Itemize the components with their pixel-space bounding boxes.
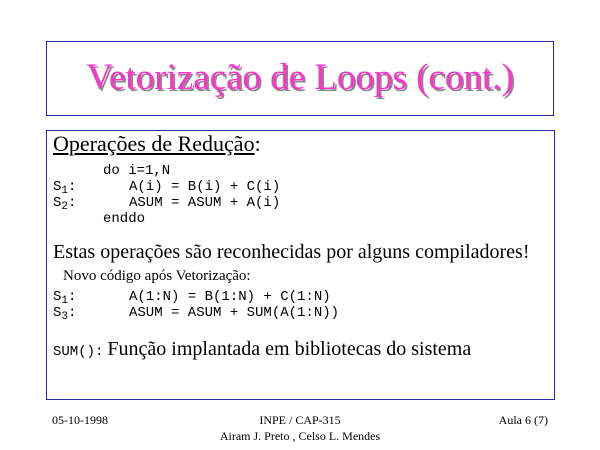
- loop2-s3-label: [53, 305, 76, 321]
- statement-text: Estas operações são reconhecidas por alguns compiladores!: [53, 241, 530, 263]
- loop1-s1-code: A(i) = B(i) + C(i): [129, 179, 281, 195]
- sum-description: Função implantada em bibliotecas do sistema: [107, 338, 472, 360]
- s1-letter: S: [53, 179, 62, 195]
- loop2-s3-code: ASUM = ASUM + SUM(A(1:N)): [129, 305, 340, 321]
- s1-sub: 1: [61, 295, 69, 307]
- footer-date: 05-10-1998: [52, 413, 108, 427]
- loop1-s2-label: [53, 195, 76, 211]
- heading-text: Operações de Redução: [53, 131, 255, 156]
- s1-colon: :: [68, 289, 77, 305]
- loop1-s2-code: ASUM = ASUM + A(i): [129, 195, 281, 211]
- footer-institution: INPE / CAP-315: [259, 413, 341, 427]
- sum-function: SUM():: [53, 344, 104, 360]
- section-heading: [53, 131, 261, 157]
- sum-line: [53, 338, 471, 361]
- loop2-s1-code: A(1:N) = B(1:N) + C(1:N): [129, 289, 331, 305]
- loop1-s1-label: [53, 179, 76, 195]
- s1-letter: S: [53, 289, 62, 305]
- content-box: [46, 130, 555, 400]
- s3-colon: :: [68, 305, 77, 321]
- footer-authors: Airam J. Preto , Celso L. Mendes: [219, 429, 381, 443]
- title-box: [46, 41, 554, 116]
- loop1-enddo: enddo: [103, 211, 146, 227]
- footer-slide-number: Aula 6 (7): [498, 413, 548, 427]
- heading-colon: :: [254, 131, 261, 156]
- s2-colon: :: [68, 195, 77, 211]
- s1-colon: :: [68, 179, 77, 195]
- s3-sub: 3: [61, 311, 69, 323]
- s1-sub: 1: [61, 185, 69, 197]
- s3-letter: S: [53, 305, 62, 321]
- s2-letter: S: [53, 195, 62, 211]
- loop1-do-line: do i=1,N: [103, 163, 171, 179]
- new-code-label: Novo código após Vetorização:: [63, 268, 251, 284]
- loop2-s1-label: [53, 289, 76, 305]
- s2-sub: 2: [61, 201, 69, 213]
- slide-title: Vetorização de Loops (cont.): [86, 57, 514, 98]
